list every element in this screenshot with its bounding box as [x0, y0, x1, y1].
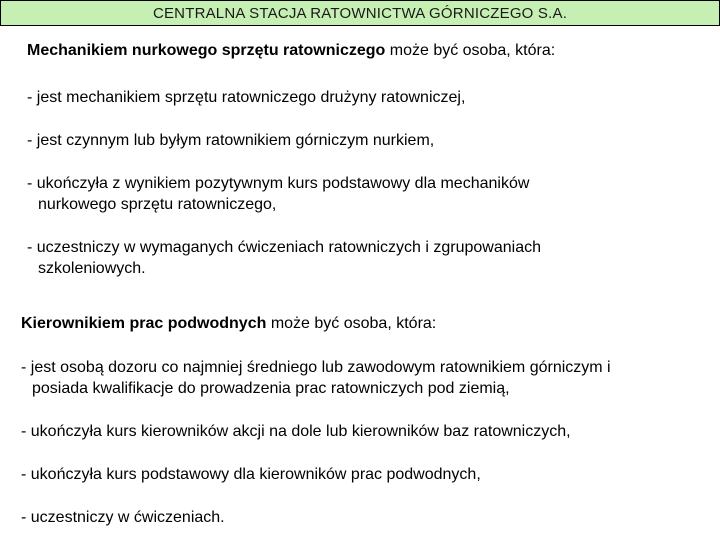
section1-item-4-line1: - uczestniczy w wymaganych ćwiczeniach ratowniczych i zgrupowaniach — [27, 239, 541, 256]
section1-item-4-line2: szkoleniowych. — [38, 260, 146, 277]
section1-item-3-line2: nurkowego sprzętu ratowniczego, — [38, 196, 277, 213]
section1-heading-bold: Mechanikiem nurkowego sprzętu ratowniczego — [27, 42, 386, 59]
section1-item-3-line1: - ukończyła z wynikiem pozytywnym kurs podstawowy dla mechaników — [27, 175, 530, 192]
section1-heading — [27, 40, 555, 61]
section2-item-2: - ukończyła kurs kierowników akcji na dole lub kierowników baz ratowniczych, — [21, 423, 571, 440]
section1-item-2: - jest czynnym lub byłym ratownikiem górniczym nurkiem, — [27, 132, 435, 149]
section1-item-1: - jest mechanikiem sprzętu ratowniczego drużyny ratowniczej, — [27, 89, 466, 106]
section2-heading-bold: Kierownikiem prac podwodnych — [21, 315, 267, 332]
section1-heading-rest: może być osoba, która: — [385, 42, 556, 59]
section2-item-3: - ukończyła kurs podstawowy dla kierowników prac podwodnych, — [21, 466, 481, 483]
section2-heading-rest: może być osoba, która: — [266, 315, 437, 332]
section2-item-1-line2: posiada kwalifikacje do prowadzenia prac ratowniczych pod ziemią, — [32, 380, 510, 397]
section2-heading — [21, 313, 436, 334]
header-title: CENTRALNA STACJA RATOWNICTWA GÓRNICZEGO S.A. — [152, 4, 568, 22]
section2-item-1-line1: - jest osobą dozoru co najmniej średniego lub zawodowym ratownikiem górniczym i — [21, 359, 611, 376]
header-banner — [0, 0, 720, 26]
section2-item-4: - uczestniczy w ćwiczeniach. — [21, 509, 225, 526]
